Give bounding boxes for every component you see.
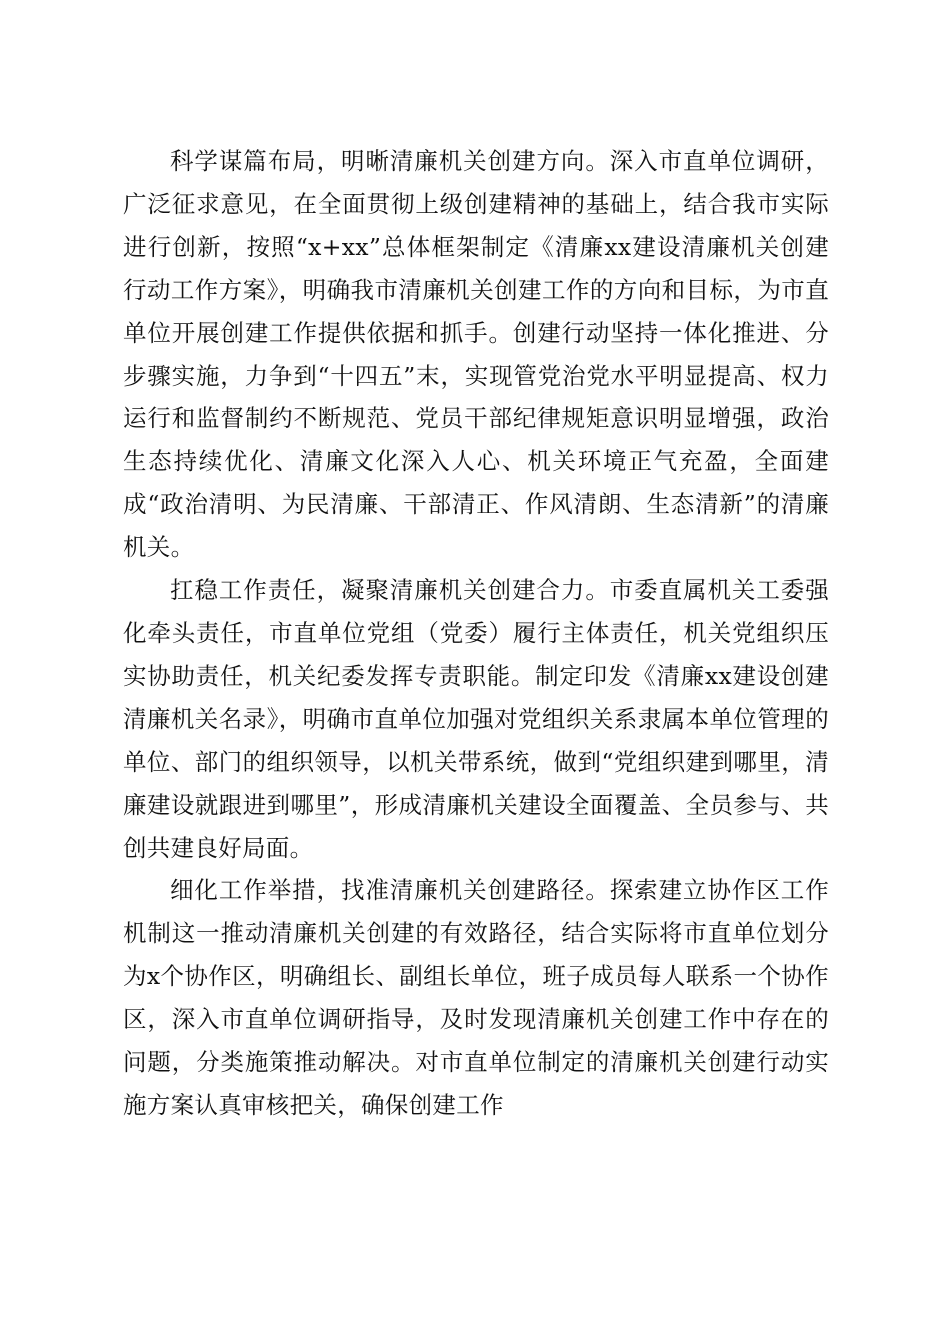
document-body (123, 140, 829, 1127)
paragraph-planning-direction: 科学谋篇布局，明晰清廉机关创建方向。深入市直单位调研，广泛征求意见，在全面贯彻上级创建精神的基础上，结合我市实际进行创新，按照“x+xx”总体框架制定《清廉xx建设清廉机关创建行动工作方案》，明确我市清廉机关创建工作的方向和目标，为市直单位开展创建工作提供依据和抓手。创建行动坚持一体化推进、分步骤实施，力争到“十四五”末，实现管党治党水平明显提高、权力运行和监督制约不断规范、党员干部纪律规矩意识明显增强，政治生态持续优化、清廉文化深入人心、机关环境正气充盈，全面建成“政治清明、为民清廉、干部清正、作风清朗、生态清新”的清廉机关。 (123, 147, 829, 562)
paragraph-responsibility: 扛稳工作责任，凝聚清廉机关创建合力。市委直属机关工委强化牵头责任，市直单位党组（党委）履行主体责任，机关党组织压实协助责任，机关纪委发挥专责职能。制定印发《清廉xx建设创建清廉机关名录》，明确市直单位加强对党组织关系隶属本单位管理的单位、部门的组织领导，以机关带系统，做到“党组织建到哪里，清廉建设就跟进到哪里”，形成清廉机关建设全面覆盖、全员参与、共创共建良好局面。 (123, 576, 829, 862)
paragraph-work-measures: 细化工作举措，找准清廉机关创建路径。探索建立协作区工作机制这一推动清廉机关创建的有效路径，结合实际将市直单位划分为x个协作区，明确组长、副组长单位，班子成员每人联系一个协作区，深入市直单位调研指导，及时发现清廉机关创建工作中存在的问题，分类施策推动解决。对市直单位制定的清廉机关创建行动实施方案认真审核把关，确保创建工作 (123, 876, 829, 1119)
